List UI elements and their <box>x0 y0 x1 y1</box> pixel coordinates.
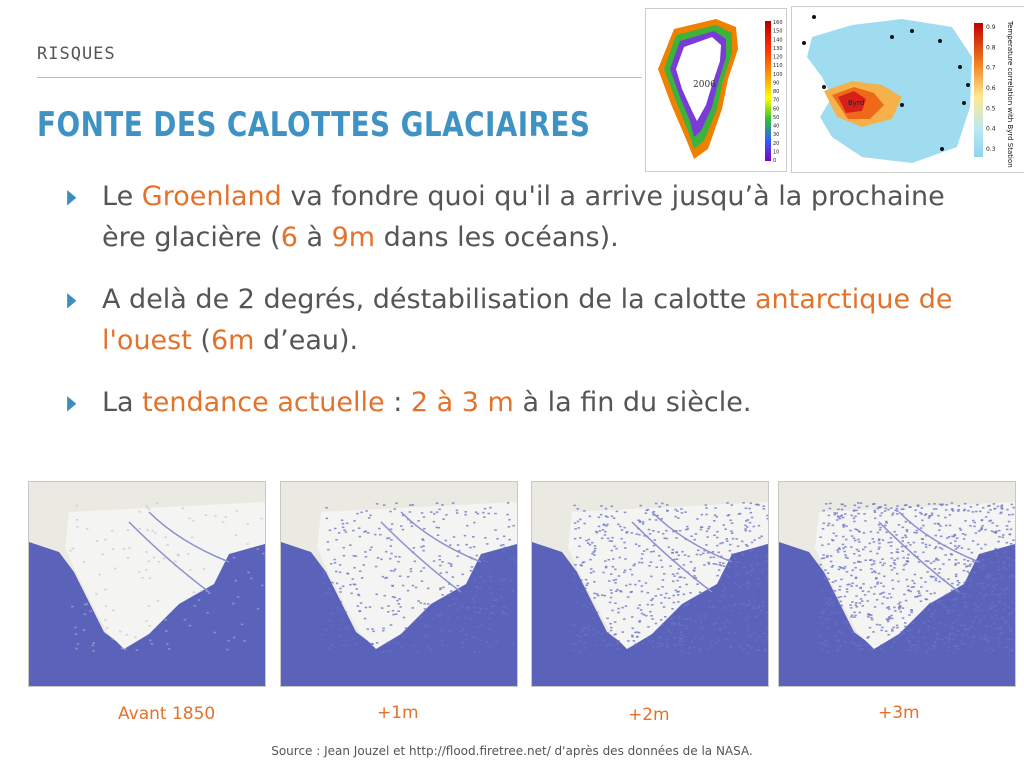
bullet-arrow-icon: ▶ <box>67 390 77 414</box>
bullet-text: à la fin du siècle. <box>513 387 752 418</box>
highlighted-text: tendance actuelle <box>142 387 385 418</box>
greenland-scale-tick: 130 <box>773 45 783 52</box>
bullet-item <box>64 382 964 423</box>
bullet-text: ( <box>191 325 211 356</box>
bullet-text: A delà de 2 degrés, déstabilisation de la calotte <box>102 284 756 315</box>
antarctica-scale-tick: 0.6 <box>986 85 996 92</box>
bullet-text: : <box>384 387 411 418</box>
greenland-scale-tick: 30 <box>773 132 780 139</box>
greenland-scale-tick: 150 <box>773 28 783 35</box>
byrd-station-label: Byrd <box>848 99 865 107</box>
greenland-scale-tick: 20 <box>773 140 780 147</box>
greenland-scale-tick: 70 <box>773 97 780 104</box>
highlighted-text: 6m <box>210 325 255 356</box>
highlighted-text: 6 <box>280 222 298 253</box>
highlighted-text: antarctique de l'ouest <box>102 284 953 356</box>
highlighted-text: 2 à 3 m <box>410 387 514 418</box>
greenland-scale-tick: 100 <box>773 71 783 78</box>
antarctica-scale-tick: 0.3 <box>986 146 996 153</box>
bullet-text: va fondre quoi qu'il a arrive jusqu’à la prochaine ère glacière ( <box>102 181 945 253</box>
bullet-item <box>64 279 964 361</box>
greenland-scale-tick: 90 <box>773 80 780 87</box>
flood-map <box>280 481 518 687</box>
antarctica-scale-tick: 0.7 <box>986 64 996 72</box>
slide-title: FONTE DES CALOTTES GLACIAIRES <box>37 105 591 145</box>
bullet-text: dans les océans). <box>375 222 619 253</box>
bullet-text: Le <box>102 181 142 212</box>
antarctica-scale-tick: 0.4 <box>986 125 996 133</box>
bullet-arrow-icon: ▶ <box>67 184 77 208</box>
bullet-list <box>64 176 964 444</box>
antarctica-axis-label: Temperature correlation with Byrd Station <box>1006 21 1014 168</box>
greenland-scale-tick: 120 <box>773 54 783 61</box>
antarctica-scale-tick: 0.9 <box>986 24 996 31</box>
flood-map-caption: +1m <box>377 703 419 723</box>
greenland-scale-tick: 10 <box>773 149 780 156</box>
greenland-year-label: 2006 <box>693 80 716 90</box>
flood-map <box>778 481 1016 687</box>
greenland-scale-tick: 50 <box>773 114 780 121</box>
section-label: RISQUES <box>37 44 116 64</box>
greenland-scale-tick: 0 <box>773 158 777 164</box>
greenland-scale-tick: 160 <box>773 20 783 26</box>
flood-map-caption: Avant 1850 <box>118 704 216 724</box>
bullet-item <box>64 176 964 258</box>
highlighted-text: 9m <box>331 222 376 253</box>
greenland-scale-tick: 140 <box>773 37 783 44</box>
greenland-scale-tick: 40 <box>773 123 780 130</box>
antarctica-scale-tick: 0.8 <box>986 44 996 52</box>
greenland-melt-map <box>645 8 787 172</box>
greenland-scale-tick: 60 <box>773 106 780 113</box>
antarctica-scale-tick: 0.5 <box>986 105 996 113</box>
flood-map-caption: +2m <box>628 705 670 725</box>
bullet-text: La <box>102 387 143 418</box>
flood-map-caption: +3m <box>878 703 920 723</box>
greenland-scale-tick: 110 <box>773 63 783 70</box>
source-credit: Source : Jean Jouzel et http://flood.firetree.net/ d'après des données de la NASA. <box>271 744 753 758</box>
antarctica-correlation-map <box>791 6 1024 173</box>
bullet-text: à <box>297 222 332 253</box>
highlighted-text: Groenland <box>141 181 282 212</box>
greenland-scale-tick: 80 <box>773 89 780 95</box>
header-divider <box>37 77 642 78</box>
bullet-text: d’eau). <box>254 325 359 356</box>
bullet-arrow-icon: ▶ <box>67 287 77 311</box>
flood-map <box>28 481 266 687</box>
flood-map <box>531 481 769 687</box>
